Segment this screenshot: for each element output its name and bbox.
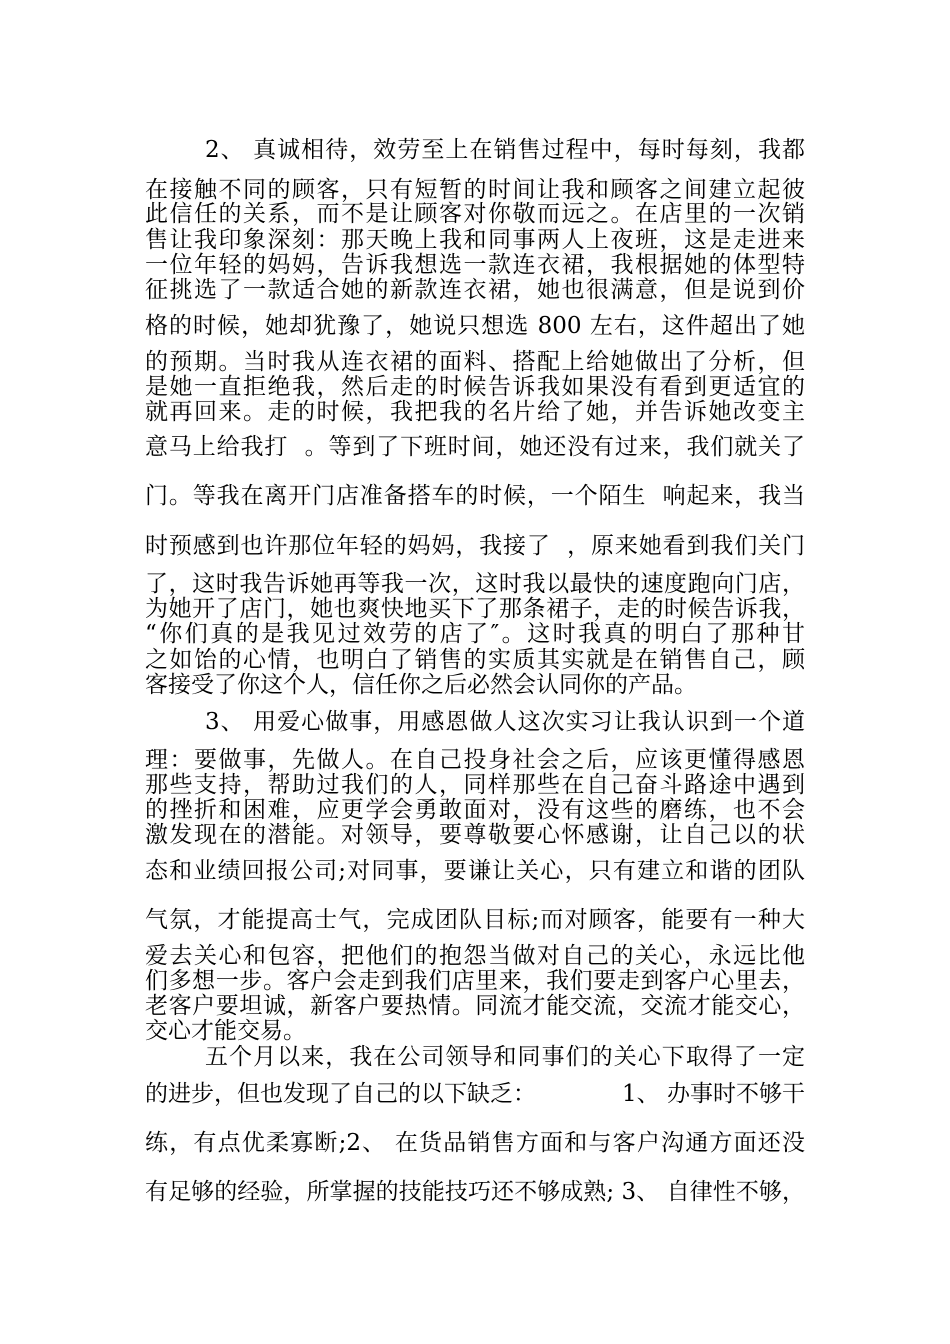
- text-line: 就再回来。走的时候，我把我的名片给了她，并告诉她改变主: [145, 399, 805, 425]
- text-segment: 1、 办事时不够干: [622, 1081, 805, 1107]
- text-line: 征挑选了一款适合她的新款连衣裙，她也很满意，但是说到价: [145, 277, 805, 303]
- text-line: 气氛，才能提高士气，完成团队目标;而对顾客，能要有一种大: [145, 907, 805, 933]
- text-line: 之如饴的心情，也明白了销售的实质其实就是在销售自己，顾: [145, 647, 805, 673]
- text-line: 是她一直拒绝我，然后走的时候告诉我如果没有看到更适宜的: [145, 374, 805, 400]
- text-line: 有足够的经验，所掌握的技能技巧还不够成熟; 3、 自律性不够，: [145, 1179, 805, 1205]
- text-segment: 的进步，但也发现了自己的以下缺乏：: [145, 1081, 536, 1107]
- text-line: 此信任的关系，而不是让顾客对你敬而远之。在店里的一次销: [145, 201, 805, 227]
- text-line: 在接触不同的顾客，只有短暂的时间让我和顾客之间建立起彼: [145, 177, 805, 203]
- text-line: 激发现在的潜能。对领导，要尊敬要心怀感谢，让自己以的状: [145, 822, 805, 848]
- text-line: 老客户要坦诚，新客户要热情。同流才能交流，交流才能交心，: [145, 993, 805, 1019]
- text-line: “你们真的是我见过效劳的店了″。这时我真的明白了那种甘: [145, 621, 805, 647]
- text-line: 理：要做事，先做人。在自己投身社会之后，应该更懂得感恩: [145, 747, 805, 773]
- text-line: 时预感到也许那位年轻的妈妈，我接了 ，原来她看到我们关门: [145, 533, 805, 559]
- text-line: 练，有点优柔寡断;2、 在货品销售方面和与客户沟通方面还没: [145, 1130, 805, 1156]
- text-line: 门。等我在离开门店准备搭车的时候，一个陌生 响起来，我当: [145, 483, 805, 509]
- text-line: 意马上给我打 。等到了下班时间，她还没有过来，我们就关了: [145, 434, 805, 460]
- text-line: 了，这时我告诉她再等我一次，这时我以最快的速度跑向门店，: [145, 571, 805, 597]
- text-line: 爱去关心和包容，把他们的抱怨当做对自己的关心，永远比他: [145, 943, 805, 969]
- text-line: 为她开了店门，她也爽快地买下了那条裙子，走的时候告诉我，: [145, 596, 805, 622]
- text-line: 那些支持，帮助过我们的人，同样那些在自己奋斗路途中遇到: [145, 772, 805, 798]
- text-line: 3、 用爱心做事，用感恩做人这次实习让我认识到一个道: [205, 709, 805, 735]
- text-line: 交心才能交易。: [145, 1018, 306, 1044]
- text-line: 一位年轻的妈妈，告诉我想选一款连衣裙，我根据她的体型特: [145, 252, 805, 278]
- text-line: 格的时候，她却犹豫了，她说只想选 800 左右，这件超出了她: [145, 313, 805, 339]
- text-line: 2、 真诚相待，效劳至上在销售过程中，每时每刻，我都: [205, 137, 805, 163]
- text-line: [145, 1080, 805, 1108]
- text-line: 的挫折和困难，应更学会勇敢面对，没有这些的磨练，也不会: [145, 797, 805, 823]
- text-line: 售让我印象深刻：那天晚上我和同事两人上夜班，这是走进来: [145, 227, 805, 253]
- text-line: 的预期。当时我从连衣裙的面料、搭配上给她做出了分析，但: [145, 349, 805, 375]
- text-line: 客接受了你这个人，信任你之后必然会认同你的产品。: [145, 672, 697, 698]
- text-line: 们多想一步。客户会走到我们店里来，我们要走到客户心里去，: [145, 968, 805, 994]
- text-line: 态和业绩回报公司;对同事，要谦让关心，只有建立和谐的团队: [145, 858, 805, 884]
- text-line: 五个月以来，我在公司领导和同事们的关心下取得了一定: [205, 1044, 805, 1070]
